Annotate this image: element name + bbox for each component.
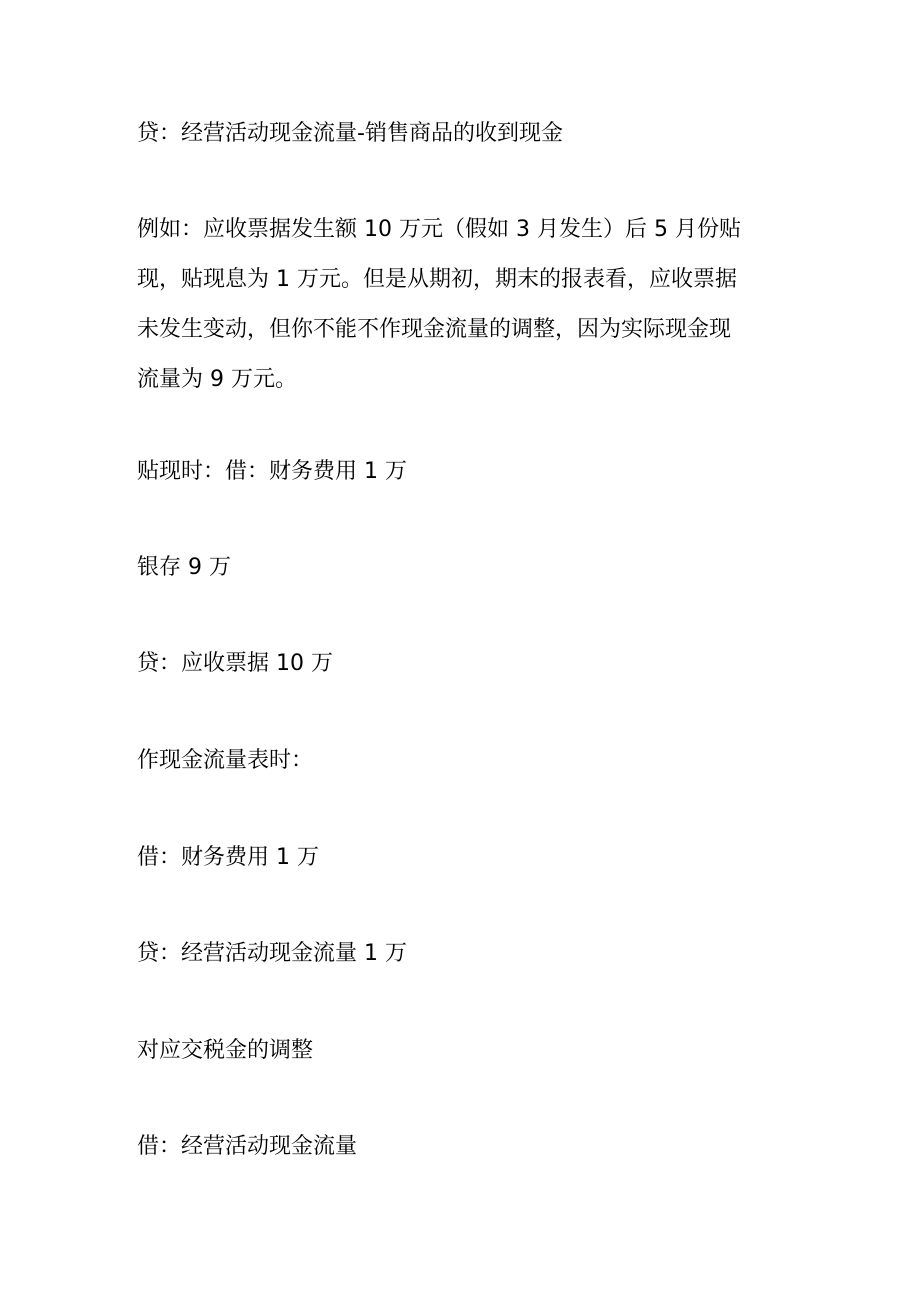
tax-debit-line: 借：经营活动现金流量 xyxy=(137,1134,358,1159)
example-paragraph xyxy=(137,214,777,414)
notes-credit-line: 贷：应收票据 10 万 xyxy=(137,651,333,676)
example-line-3: 未发生变动，但你不能不作现金流量的调整，因为实际现金现 xyxy=(137,317,732,342)
tax-adjustment-heading: 对应交税金的调整 xyxy=(137,1038,314,1063)
example-line-2: 现，贴现息为 1 万元。但是从期初，期末的报表看，应收票据 xyxy=(137,267,737,292)
discount-debit-line: 贴现时：借：财务费用 1 万 xyxy=(137,459,407,484)
example-line-1: 例如：应收票据发生额 10 万元（假如 3 月发生）后 5 月份贴 xyxy=(137,217,741,242)
cashflow-debit-line: 借：财务费用 1 万 xyxy=(137,845,319,870)
example-line-4: 流量为 9 万元。 xyxy=(137,367,297,392)
credit-sales-line: 贷：经营活动现金流量-销售商品的收到现金 xyxy=(137,121,563,146)
cashflow-heading: 作现金流量表时： xyxy=(137,748,314,773)
cashflow-credit-line: 贷：经营活动现金流量 1 万 xyxy=(137,941,407,966)
bank-deposit-line: 银存 9 万 xyxy=(137,555,231,580)
